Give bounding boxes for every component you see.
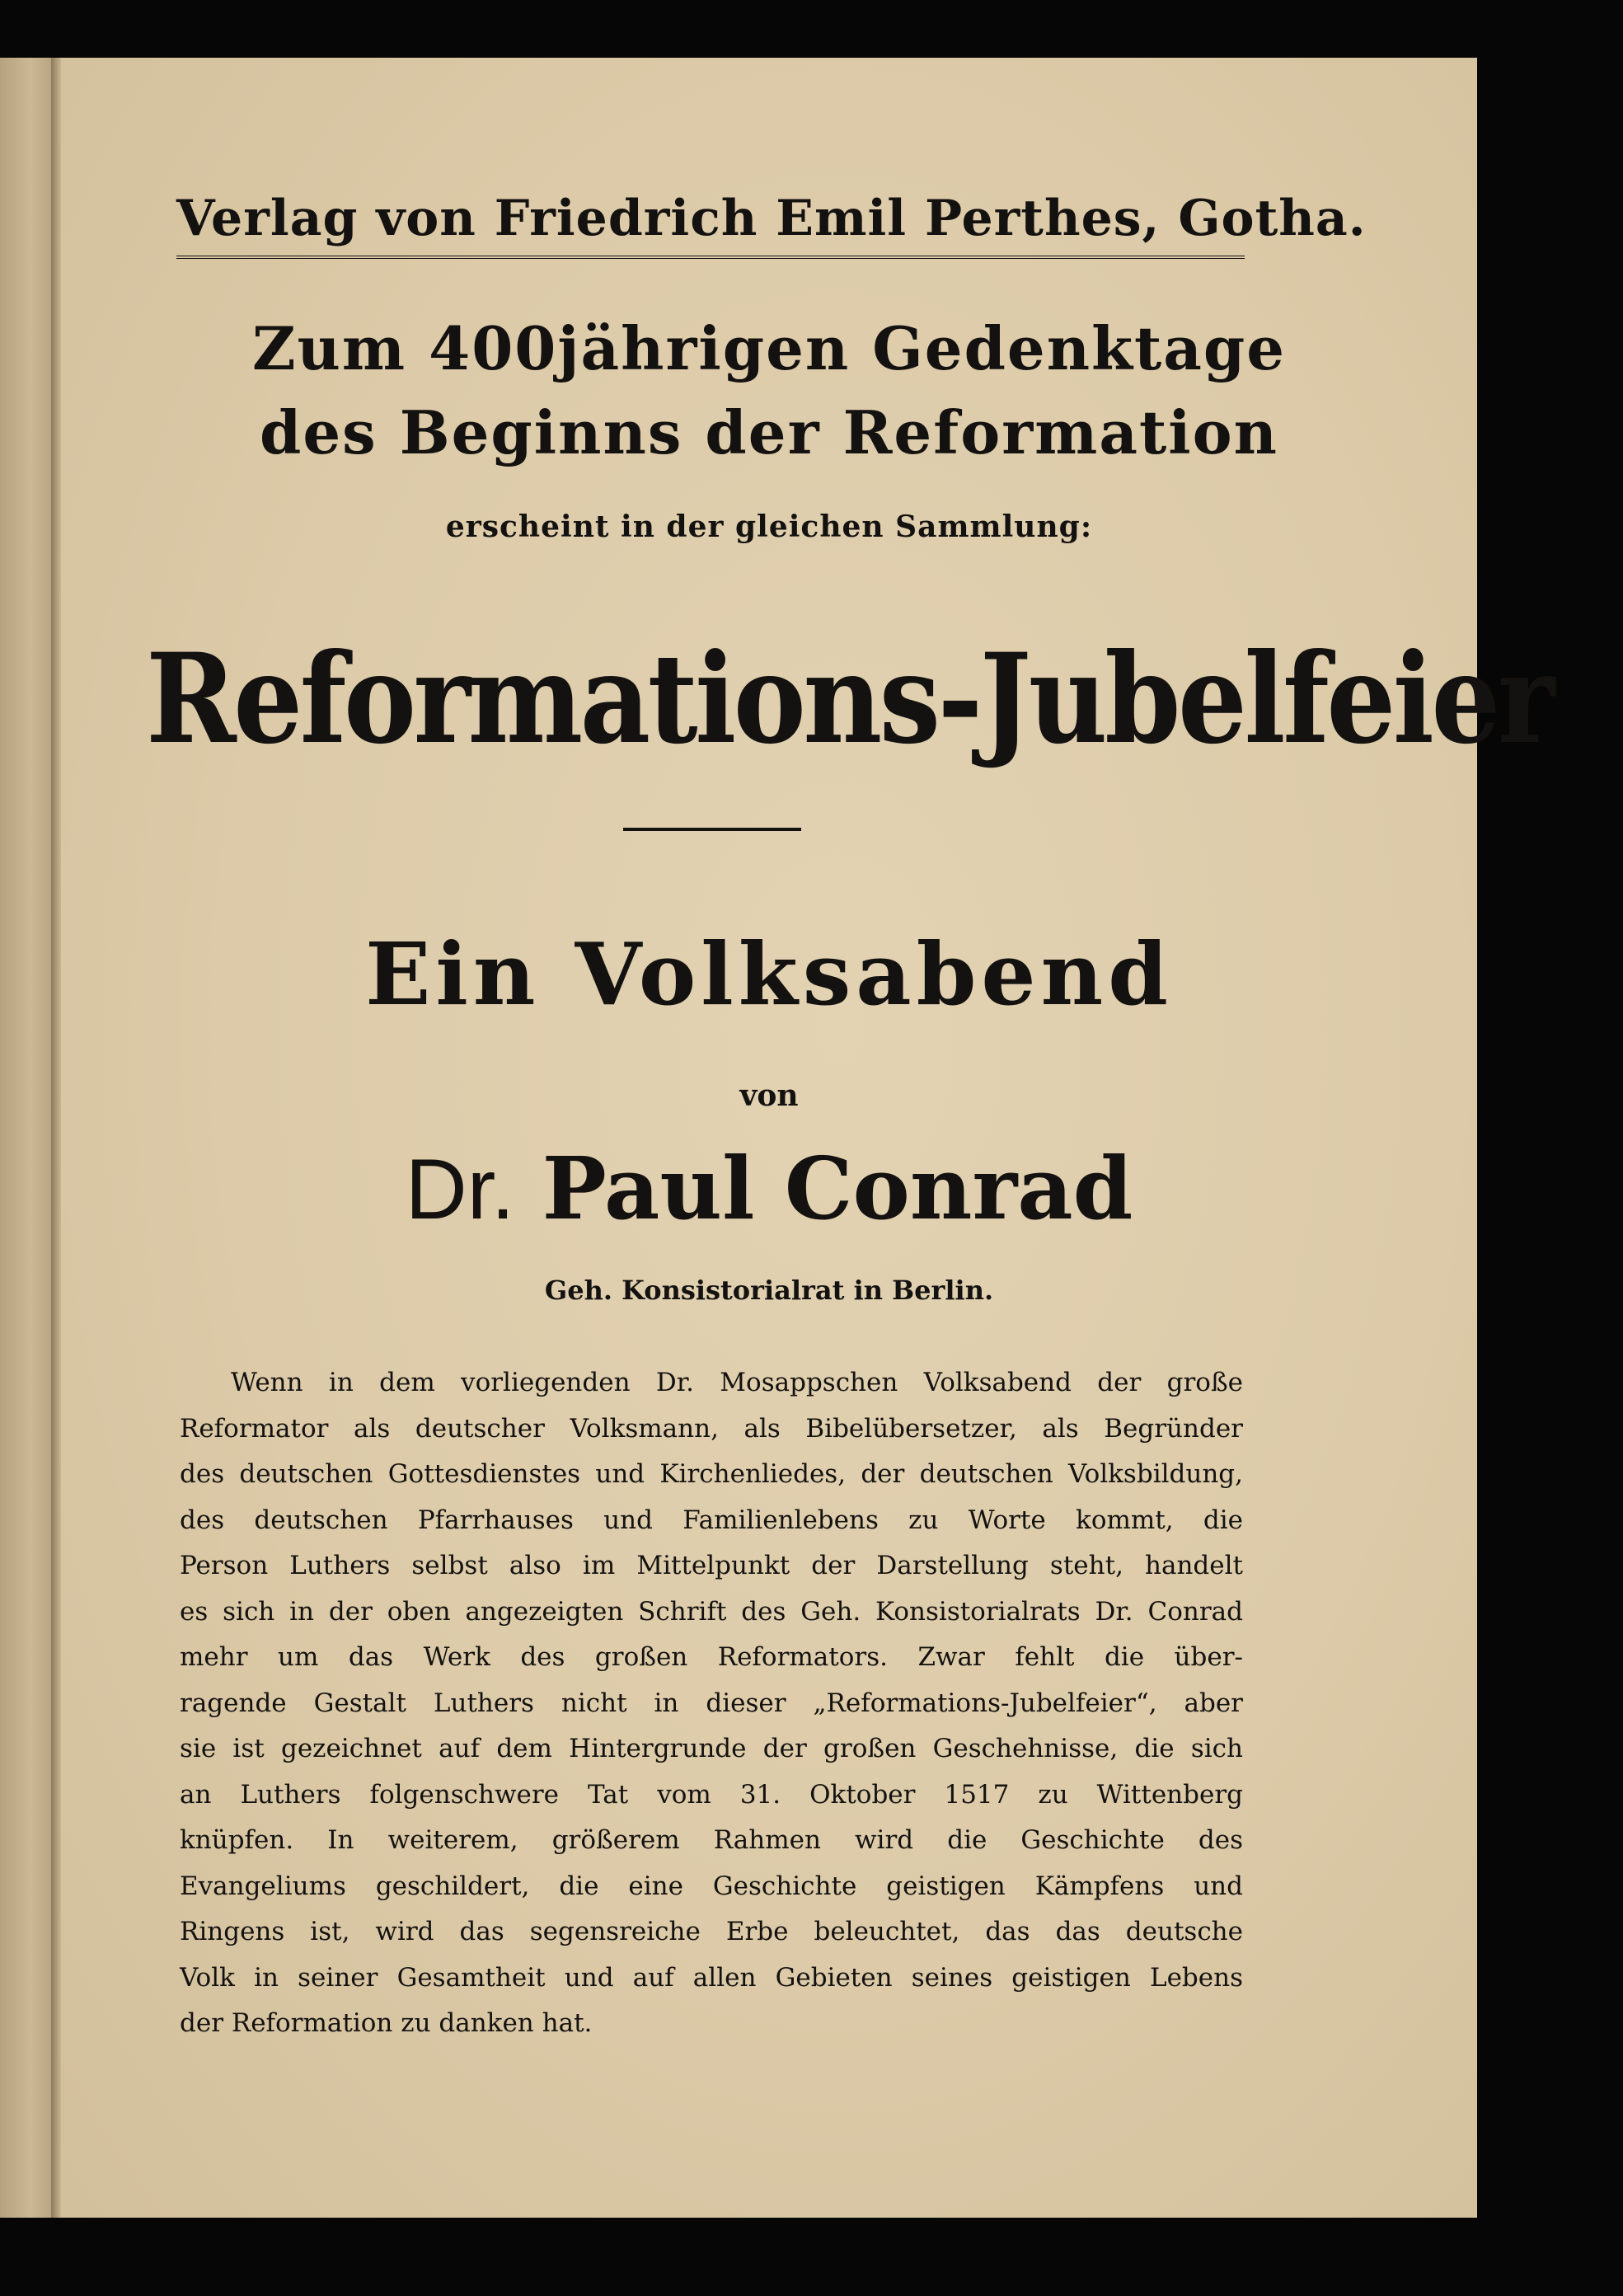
- main-title: Reformations-Jubelfeier: [146, 627, 1552, 772]
- left-page-edge: [0, 58, 51, 2218]
- paragraph-line: Evangeliums geschildert, die eine Geschichte geistigen Kämpfens und: [180, 1871, 1243, 1901]
- description-paragraph: [180, 1360, 1243, 2047]
- paragraph-line: Ringens ist, wird das segensreiche Erbe beleuchtet, das das deutsche: [180, 1917, 1243, 1946]
- paragraph-line: Wenn in dem vorliegenden Dr. Mosappschen Volksabend der große: [231, 1368, 1243, 1397]
- paragraph-line: des deutschen Pfarrhauses und Familienlebens zu Worte kommt, die: [180, 1505, 1243, 1535]
- paragraph-line: Volk in seiner Gesamtheit und auf allen Gebieten seines geistigen Lebens: [180, 1962, 1243, 1993]
- paragraph-line: ragende Gestalt Luthers nicht in dieser „Reformations-Jubelfeier“, aber: [180, 1688, 1243, 1718]
- author-title-prefix: Dr.: [405, 1142, 515, 1237]
- paragraph-line: an Luthers folgenschwere Tat vom 31. Oktober 1517 zu Wittenberg: [180, 1779, 1243, 1810]
- subline: erscheint in der gleichen Sammlung:: [445, 509, 1093, 544]
- paragraph-line: des deutschen Gottesdienstes und Kirchenliedes, der deutschen Volksbildung,: [180, 1459, 1243, 1489]
- title-divider: [623, 828, 801, 831]
- paragraph-line: sie ist gezeichnet auf dem Hintergrunde der großen Geschehnisse, die sich: [180, 1734, 1243, 1763]
- paragraph-line: knüpfen. In weiterem, größerem Rahmen wird die Geschichte des: [180, 1825, 1243, 1855]
- author-full-name: Paul Conrad: [542, 1138, 1133, 1239]
- headline-line-1: Zum 400jährigen Gedenktage: [251, 313, 1287, 383]
- author-role: Geh. Konsistorialrat in Berlin.: [544, 1275, 994, 1306]
- by-label: von: [739, 1078, 799, 1113]
- author-name: [61, 1138, 1477, 1239]
- book-spine: [51, 58, 61, 2218]
- paragraph-line: der Reformation zu danken hat.: [180, 2008, 593, 2038]
- paragraph-line: Reformator als deutscher Volksmann, als Bibelübersetzer, als Begründer: [180, 1413, 1243, 1444]
- paragraph-line: mehr um das Werk des großen Reformators. Zwar fehlt die über-: [180, 1642, 1243, 1672]
- publisher-line: Verlag von Friedrich Emil Perthes, Gotha.: [176, 190, 1367, 247]
- headline-line-2: des Beginns der Reformation: [260, 397, 1278, 467]
- paragraph-line: es sich in der oben angezeigten Schrift des Geh. Konsistorialrats Dr. Conrad: [180, 1596, 1243, 1627]
- book-page: [61, 58, 1552, 2218]
- subtitle: Ein Volksabend: [365, 923, 1173, 1025]
- paragraph-line: Person Luthers selbst also im Mittelpunkt der Darstellung steht, handelt: [180, 1551, 1243, 1580]
- publisher-rule: [176, 256, 1245, 259]
